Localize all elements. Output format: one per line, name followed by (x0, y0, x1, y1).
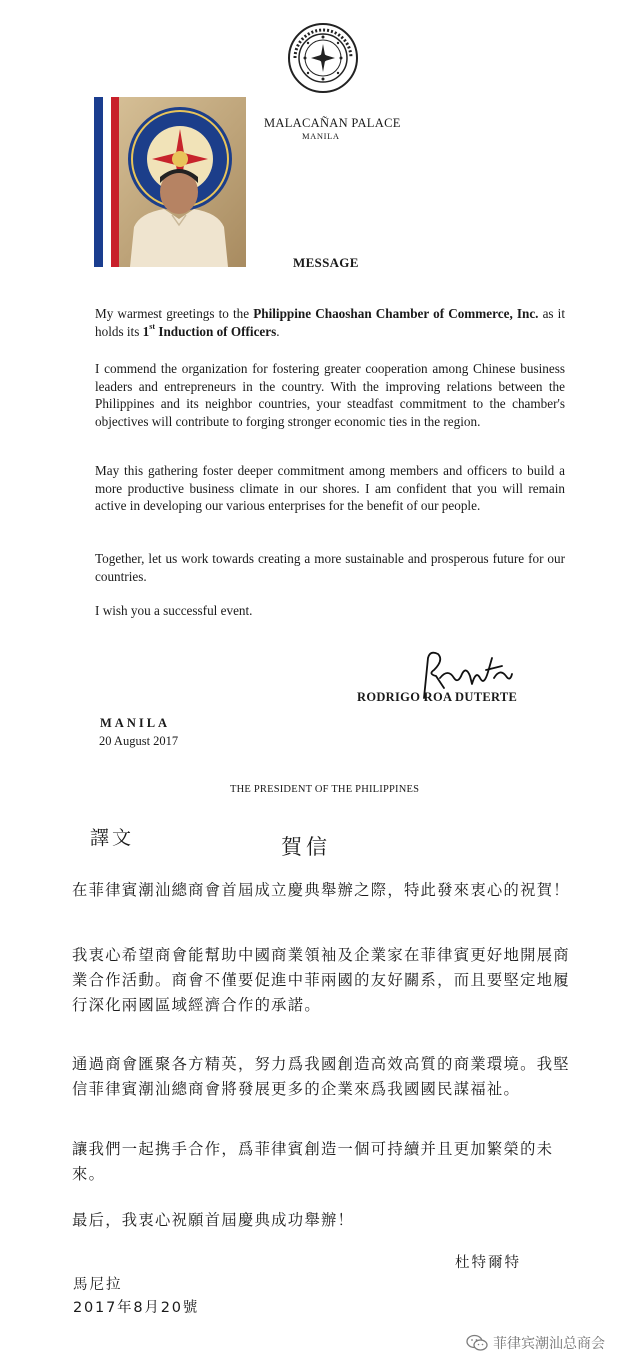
president-portrait-photo (94, 97, 246, 267)
organization-name: Philippine Chaoshan Chamber of Commerce, Inc. (253, 306, 539, 321)
letterhead-palace: MALACAÑAN PALACE (264, 116, 401, 130)
translation-paragraph-5: 最后，我衷心祝願首屆慶典成功舉辦！ (72, 1211, 355, 1229)
translation-city: 馬尼拉 (73, 1277, 123, 1293)
place-label: MANILA (100, 716, 171, 730)
watermark (466, 1333, 605, 1353)
message-paragraph-2: I commend the organization for fostering greater cooperation among Chinese business leaders and entrepreneurs in the country. With the improving relations between the Philippines and its neighbor countries, your steadfast commitment to the chamber's objectives will contribute to forging stronger economic ties in the region. (95, 361, 565, 429)
message-heading: MESSAGE (293, 255, 359, 270)
translation-label: 譯文 (90, 827, 135, 849)
message-paragraph-1: My warmest greetings to the Philippine Chaoshan Chamber of Commerce, Inc. as it holds its 1st Induction of Officers. (95, 306, 565, 339)
translation-paragraph-3: 通過商會匯聚各方精英，努力爲我國創造高效高質的商業環境。我堅信菲律賓潮汕總商會將發展更多的企業來爲我國國民謀福祉。 (72, 1055, 570, 1098)
watermark-text: 菲律宾潮汕总商会 (493, 1336, 605, 1352)
message-paragraph-3: May this gathering foster deeper commitment among members and officers to build a more productive business climate in our shores. I am confident that you will remain active in developing our various enterprises for the benefit of our people. (95, 463, 565, 513)
translation-date: 2017年8月20號 (73, 1300, 200, 1316)
translation-heading: 賀信 (281, 835, 331, 859)
signer-name: RODRIGO ROA DUTERTE (357, 690, 518, 704)
wechat-icon (466, 1334, 488, 1352)
office-title: THE PRESIDENT OF THE PHILIPPINES (230, 784, 420, 795)
translation-signer: 杜特爾特 (455, 1255, 521, 1271)
translation-paragraph-1: 在菲律賓潮汕總商會首屆成立慶典舉辦之際，特此發來衷心的祝賀！ (72, 881, 570, 899)
letterhead-city: MANILA (302, 131, 340, 141)
letter-date: 20 August 2017 (99, 734, 179, 748)
message-paragraph-5: I wish you a successful event. (95, 603, 253, 618)
translation-paragraph-2: 我衷心希望商會能幫助中國商業領袖及企業家在菲律賓更好地開展商業合作活動。商會不僅要促進中菲兩國的友好關系，而且要堅定地履行深化兩國區域經濟合作的承諾。 (72, 946, 570, 1014)
translation-paragraph-4: 讓我們一起携手合作，爲菲律賓創造一個可持續并且更加繁榮的未來。 (72, 1140, 554, 1183)
message-paragraph-4: Together, let us work towards creating a more sustainable and prosperous future for our countries. (95, 551, 565, 584)
presidential-seal-icon (287, 22, 359, 94)
